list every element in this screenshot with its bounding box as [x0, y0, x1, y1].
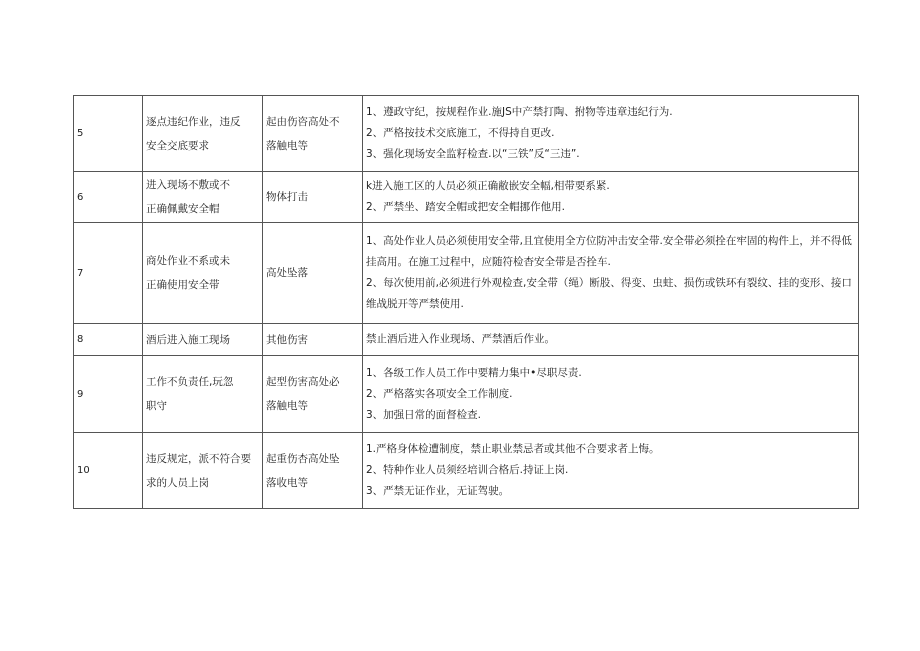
- hazard-type: [263, 96, 363, 172]
- measure-line: 1、高处作业人员必须使用安全带,且宜使用全方位防冲击安全带.安全带必须拴在牢固的构件上，并不得低挂高用。在施工过程中，应随符检杳安全带是否拴车.: [366, 235, 852, 268]
- risk-item-line: 工作不负责任,玩忽: [146, 376, 234, 388]
- risk-item: [143, 223, 263, 324]
- measure-line: 2、严禁坐、踏安全帽或把安全帽挪作他用.: [366, 201, 566, 213]
- table-row: [74, 433, 859, 509]
- table-row: [74, 356, 859, 433]
- risk-item: [143, 324, 263, 356]
- hazard-line: 起重伤杏高处坠: [266, 452, 340, 465]
- table-row: [74, 172, 859, 223]
- measure-line: 3、严禁无证作业，无证驾驶。: [366, 485, 510, 497]
- risk-item-line: 商处作业不系或未: [146, 255, 230, 267]
- hazard-line: 落收电等: [266, 476, 308, 489]
- measure-line: 3、强化现场安全监籽检查.以“三铁”反“三违”.: [366, 148, 580, 160]
- risk-item: [143, 172, 263, 223]
- risk-item-line: 求的人员上岗: [146, 476, 209, 489]
- control-measures: [363, 356, 859, 433]
- hazard-line: 落触电等: [266, 139, 308, 152]
- risk-item-line: 进入现场不敷或不: [146, 179, 230, 191]
- risk-item: [143, 96, 263, 172]
- risk-item-line: 逐点违纪作业，违反: [146, 115, 241, 128]
- table-row: [74, 223, 859, 324]
- table-row: [74, 96, 859, 172]
- hazard-line: 落触电等: [266, 400, 308, 412]
- risk-item: [143, 433, 263, 509]
- risk-item: [143, 356, 263, 433]
- row-number: 9: [74, 356, 143, 433]
- hazard-line: 其他伤害: [266, 333, 308, 346]
- risk-item-line: 正确使用安全带: [146, 279, 220, 291]
- control-measures: [363, 96, 859, 172]
- row-number: 6: [74, 172, 143, 223]
- risk-item-line: 违反规定，派不符合要: [146, 452, 251, 465]
- measure-line: 2、特种作业人员须经培训合格后.持证上岗.: [366, 464, 569, 476]
- risk-item-line: 正确佩戴安全帽: [146, 203, 220, 215]
- hazard-line: 起由伤咨高处不: [266, 115, 340, 128]
- hazard-type: [263, 433, 363, 509]
- risk-item-line: 安全交底要求: [146, 139, 209, 152]
- measure-line: 2、严格按技术交底施工，不得持自更改.: [366, 127, 555, 139]
- control-measures: [363, 172, 859, 223]
- control-measures: [363, 223, 859, 324]
- hazard-line: 起型伤害高处必: [266, 376, 340, 388]
- measure-line: 3、加强日常的面督检查.: [366, 408, 482, 421]
- row-number: 5: [74, 96, 143, 172]
- measure-line: 禁止酒后进入作业现场、严禁酒后作业。: [366, 333, 555, 345]
- risk-control-table: [73, 95, 859, 509]
- hazard-type: [263, 172, 363, 223]
- hazard-type: [263, 223, 363, 324]
- hazard-line: 物体打击: [266, 191, 308, 203]
- measure-line: 2、每次使用前,必须进行外观检查,安全带（绳）断股、得变、虫蛀、损伤或铁环有裂纹、挂的变形、接口维战脱开等严禁使用.: [366, 277, 852, 310]
- control-measures: [363, 324, 859, 356]
- hazard-type: [263, 356, 363, 433]
- measure-line: 1、遵政守纪，按规程作业.施JS中产禁打陶、拊物等违章违纪行为.: [366, 106, 673, 118]
- hazard-type: [263, 324, 363, 356]
- hazard-line: 高处坠落: [266, 267, 308, 279]
- control-measures: [363, 433, 859, 509]
- measure-line: 1、各级工作人员工作中要精力集中•尽职尽责.: [366, 366, 582, 379]
- table-row: [74, 324, 859, 356]
- measure-line: 1.严格身体检遭制度，禁止职业禁忌者或其他不合要求者上悔。: [366, 443, 660, 455]
- row-number: 7: [74, 223, 143, 324]
- risk-item-line: 职守: [146, 400, 167, 412]
- risk-item-line: 酒后进入施工现场: [146, 333, 230, 346]
- measure-line: k进入施工区的人员必须正确敝嵌安全幅,相带要系紧.: [366, 180, 610, 192]
- row-number: 10: [74, 433, 143, 509]
- row-number: 8: [74, 324, 143, 356]
- measure-line: 2、严格落实各项安全工作制度.: [366, 387, 513, 400]
